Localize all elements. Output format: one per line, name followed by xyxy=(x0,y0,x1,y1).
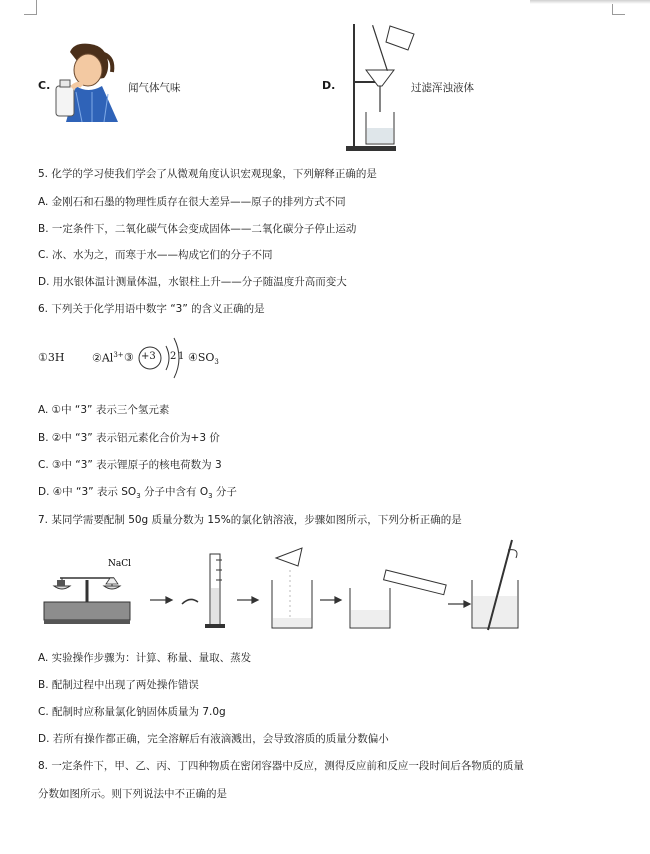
q5-stem: 5. 化学的学习使我们学会了从微观角度认识宏观现象，下列解释正确的是 xyxy=(38,168,377,180)
q5-option-c: C. 冰、水为之，而寒于水——构成它们的分子不同 xyxy=(38,249,273,261)
q6-option-d-part1: D. ④中 “3” 表示 SO xyxy=(38,486,137,498)
q7-option-c: C. 配制时应称量氯化钠固体质量为 7.0g xyxy=(38,706,226,718)
q4-option-c-label: C. xyxy=(38,79,51,92)
q7-option-b: B. 配制过程中出现了两处操作错误 xyxy=(38,679,199,691)
q6-item-4-subscript: 3 xyxy=(214,358,219,367)
q6-option-b: B. ②中 “3” 表示铝元素化合价为+3 价 xyxy=(38,432,220,444)
q7-option-d: D. 若所有操作都正确，完全溶解后有液滴溅出，会导致溶质的质量分数偏小 xyxy=(38,733,389,745)
q4-option-c-caption: 闻气体气味 xyxy=(128,82,181,94)
q7-stem: 7. 某同学需要配制 50g 质量分数为 15%的氯化钠溶液，步骤如图所示，下列分析正确的是 xyxy=(38,514,462,526)
crop-mark-top-left xyxy=(24,0,37,15)
q4-option-d-caption: 过滤浑浊液体 xyxy=(411,82,474,94)
solution-preparation-steps-diagram xyxy=(40,540,600,640)
q6-option-d-part2: 分子中含有 O xyxy=(140,486,209,498)
q5-option-d: D. 用水银体温计测量体温，水银柱上升——分子随温度升高而变大 xyxy=(38,276,347,288)
lithium-nucleus-charge: +3 xyxy=(141,351,156,362)
lithium-shell-1-electrons: 2 xyxy=(170,351,177,362)
beaker-stirring xyxy=(472,540,518,630)
filtration-apparatus-illustration xyxy=(340,20,420,152)
beaker-pouring-water xyxy=(350,570,446,628)
q6-item-2-charge: 3+ xyxy=(113,351,124,359)
q6-item-4 xyxy=(188,351,219,366)
q5-option-a: A. 金刚石和石墨的物理性质存在很大差异——原子的排列方式不同 xyxy=(38,196,346,208)
q5-option-b: B. 一定条件下，二氧化碳气体会变成固体——二氧化碳分子停止运动 xyxy=(38,223,357,235)
q6-item-2 xyxy=(92,351,124,365)
lithium-shell-2-electrons: 1 xyxy=(178,351,185,362)
beaker-with-solid xyxy=(272,548,312,628)
q6-stem: 6. 下列关于化学用语中数字 “3” 的含义正确的是 xyxy=(38,303,265,315)
q6-item-3-prefix: ③ xyxy=(124,351,134,364)
q6-option-a: A. ①中 “3” 表示三个氢元素 xyxy=(38,404,170,416)
graduated-cylinder xyxy=(205,554,225,628)
q8-stem-line-1: 8. 一定条件下，甲、乙、丙、丁四种物质在密闭容器中反应，测得反应前和反应一段时间后各物质的质量 xyxy=(38,760,524,772)
balance-scale xyxy=(44,578,130,624)
q6-option-d xyxy=(38,484,237,500)
q6-option-d-sub1: 3 xyxy=(136,492,141,501)
nacl-label: NaCl xyxy=(108,559,132,569)
smelling-gas-illustration xyxy=(52,42,124,122)
medicine-spoon xyxy=(182,599,198,604)
q4-option-d-label: D. xyxy=(322,79,336,92)
q6-item-2-text: ②Al xyxy=(92,351,114,365)
q6-option-d-sub2: 3 xyxy=(208,492,213,501)
q6-option-c: C. ③中 “3” 表示锂原子的核电荷数为 3 xyxy=(38,459,222,471)
window-edge-shadow xyxy=(530,0,650,4)
q7-option-a: A. 实验操作步骤为：计算、称量、量取、蒸发 xyxy=(38,652,252,664)
q8-stem-line-2: 分数如图所示。则下列说法中不正确的是 xyxy=(38,788,227,800)
q6-option-d-part3: 分子 xyxy=(212,486,237,498)
q6-item-1: ①3H xyxy=(38,351,65,364)
q6-item-4-text: ④SO xyxy=(188,351,215,364)
